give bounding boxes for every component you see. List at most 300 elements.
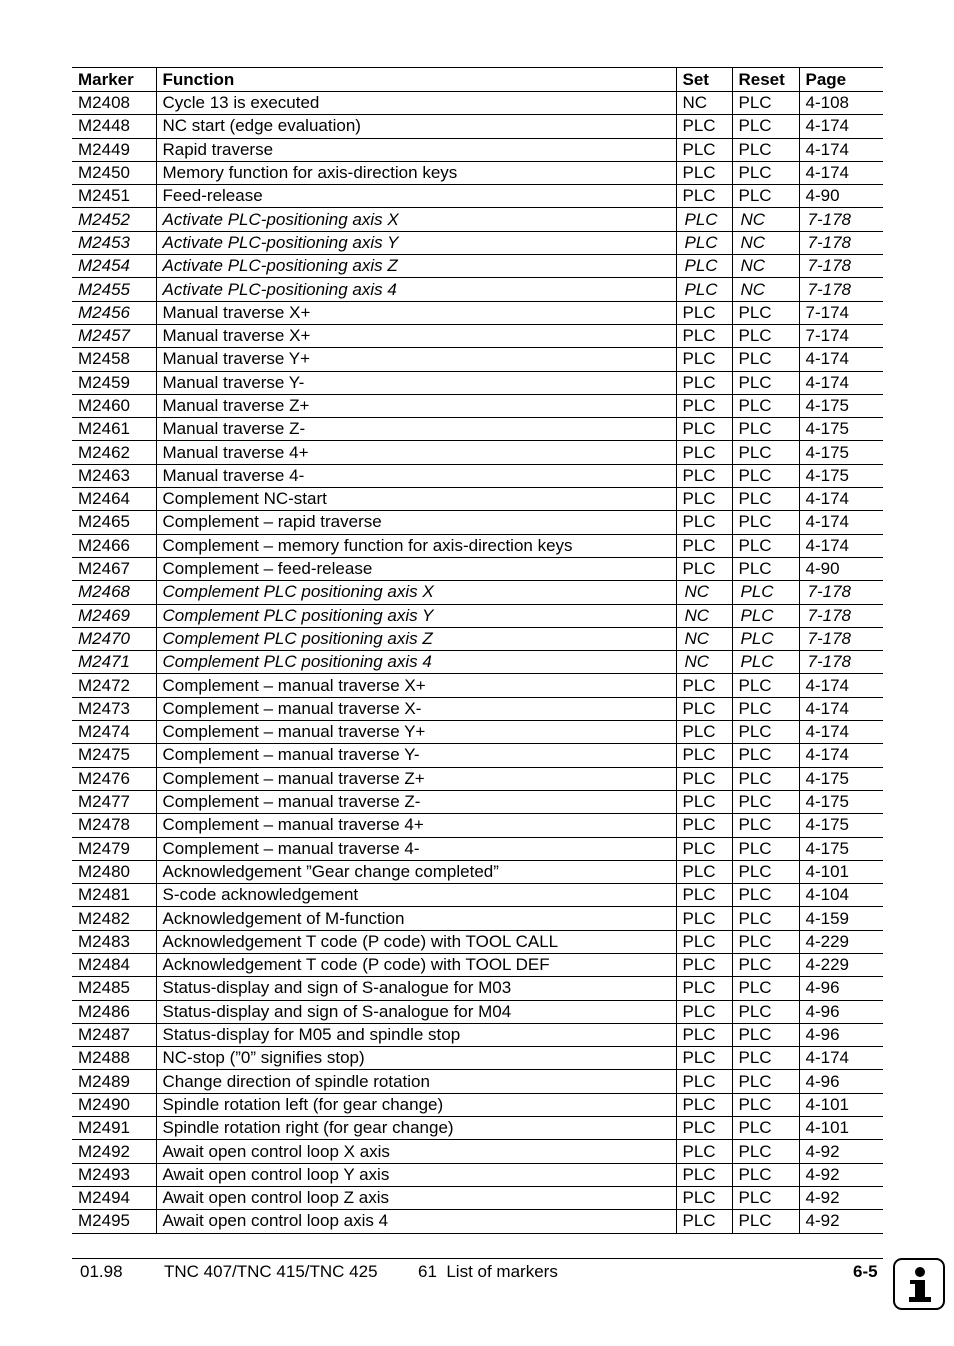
table-row [72, 674, 883, 697]
cell-function: Complement NC-start [156, 488, 676, 511]
table-row [72, 92, 883, 115]
cell-marker: M2495 [72, 1210, 156, 1233]
cell-reset: PLC [732, 604, 799, 627]
cell-marker: M2494 [72, 1186, 156, 1209]
cell-page: 7-178 [799, 604, 883, 627]
cell-reset: PLC [732, 301, 799, 324]
cell-function: Manual traverse 4+ [156, 441, 676, 464]
table-row [72, 767, 883, 790]
cell-set: PLC [676, 1023, 732, 1046]
cell-function: Complement – manual traverse Z+ [156, 767, 676, 790]
cell-marker: M2451 [72, 185, 156, 208]
cell-reset: PLC [732, 860, 799, 883]
cell-reset: PLC [732, 115, 799, 138]
cell-set: NC [676, 627, 732, 650]
table-row [72, 1093, 883, 1116]
cell-reset: PLC [732, 790, 799, 813]
cell-function: Await open control loop Z axis [156, 1186, 676, 1209]
cell-marker: M2478 [72, 814, 156, 837]
cell-set: PLC [676, 814, 732, 837]
cell-set: PLC [676, 1186, 732, 1209]
table-row [72, 930, 883, 953]
cell-marker: M2448 [72, 115, 156, 138]
cell-function: Spindle rotation right (for gear change) [156, 1117, 676, 1140]
cell-function: Await open control loop X axis [156, 1140, 676, 1163]
table-row [72, 418, 883, 441]
cell-marker: M2453 [72, 231, 156, 254]
cell-reset: NC [732, 208, 799, 231]
cell-function: Complement – manual traverse 4+ [156, 814, 676, 837]
cell-function: Manual traverse Y- [156, 371, 676, 394]
cell-function: Complement – feed-release [156, 557, 676, 580]
header-function: Function [156, 68, 676, 92]
cell-reset: PLC [732, 721, 799, 744]
table-row [72, 1210, 883, 1233]
cell-set: PLC [676, 138, 732, 161]
table-row [72, 953, 883, 976]
cell-page: 7-178 [799, 581, 883, 604]
cell-marker: M2465 [72, 511, 156, 534]
cell-reset: PLC [732, 464, 799, 487]
cell-reset: PLC [732, 697, 799, 720]
cell-reset: PLC [732, 627, 799, 650]
cell-function: Status-display for M05 and spindle stop [156, 1023, 676, 1046]
cell-page: 4-174 [799, 371, 883, 394]
cell-marker: M2459 [72, 371, 156, 394]
cell-marker: M2483 [72, 930, 156, 953]
cell-reset: PLC [732, 1140, 799, 1163]
cell-page: 4-108 [799, 92, 883, 115]
cell-marker: M2486 [72, 1000, 156, 1023]
cell-set: PLC [676, 348, 732, 371]
cell-marker: M2469 [72, 604, 156, 627]
cell-reset: PLC [732, 488, 799, 511]
cell-reset: PLC [732, 348, 799, 371]
table-row [72, 581, 883, 604]
table-row [72, 371, 883, 394]
cell-page: 4-90 [799, 557, 883, 580]
cell-marker: M2480 [72, 860, 156, 883]
cell-function: Manual traverse Y+ [156, 348, 676, 371]
cell-page: 4-92 [799, 1186, 883, 1209]
cell-page: 7-174 [799, 301, 883, 324]
cell-page: 4-101 [799, 860, 883, 883]
cell-marker: M2487 [72, 1023, 156, 1046]
table-row [72, 488, 883, 511]
cell-reset: PLC [732, 394, 799, 417]
footer-date: 01.98 [80, 1262, 123, 1281]
cell-function: Acknowledgement T code (P code) with TOOL CALL [156, 930, 676, 953]
table-row [72, 1023, 883, 1046]
cell-reset: PLC [732, 138, 799, 161]
cell-marker: M2454 [72, 255, 156, 278]
table-row [72, 324, 883, 347]
cell-set: PLC [676, 953, 732, 976]
table-row [72, 697, 883, 720]
cell-reset: PLC [732, 651, 799, 674]
cell-marker: M2458 [72, 348, 156, 371]
table-row [72, 1186, 883, 1209]
table-row [72, 1070, 883, 1093]
cell-set: PLC [676, 767, 732, 790]
cell-page: 4-96 [799, 1070, 883, 1093]
info-icon-base [909, 1297, 931, 1302]
table-row [72, 977, 883, 1000]
cell-page: 4-174 [799, 534, 883, 557]
cell-set: PLC [676, 1047, 732, 1070]
cell-reset: PLC [732, 1023, 799, 1046]
cell-page: 4-92 [799, 1140, 883, 1163]
cell-reset: PLC [732, 441, 799, 464]
cell-marker: M2408 [72, 92, 156, 115]
cell-reset: PLC [732, 1210, 799, 1233]
cell-set: PLC [676, 557, 732, 580]
cell-set: PLC [676, 930, 732, 953]
cell-marker: M2464 [72, 488, 156, 511]
cell-function: NC-stop (”0” signifies stop) [156, 1047, 676, 1070]
cell-reset: PLC [732, 1070, 799, 1093]
table-row [72, 161, 883, 184]
cell-reset: PLC [732, 837, 799, 860]
cell-page: 4-174 [799, 1047, 883, 1070]
cell-set: PLC [676, 977, 732, 1000]
cell-page: 4-174 [799, 697, 883, 720]
cell-set: PLC [676, 464, 732, 487]
cell-set: PLC [676, 674, 732, 697]
cell-page: 4-104 [799, 884, 883, 907]
cell-marker: M2473 [72, 697, 156, 720]
cell-set: PLC [676, 534, 732, 557]
cell-page: 7-178 [799, 255, 883, 278]
cell-set: NC [676, 651, 732, 674]
cell-reset: PLC [732, 930, 799, 953]
cell-set: PLC [676, 1000, 732, 1023]
table-row [72, 884, 883, 907]
cell-set: PLC [676, 697, 732, 720]
cell-function: Manual traverse Z- [156, 418, 676, 441]
cell-page: 4-92 [799, 1163, 883, 1186]
table-row [72, 185, 883, 208]
footer-page-number: 6-5 [853, 1262, 878, 1281]
cell-reset: PLC [732, 371, 799, 394]
cell-reset: PLC [732, 1047, 799, 1070]
cell-reset: PLC [732, 1000, 799, 1023]
table-row [72, 394, 883, 417]
cell-set: PLC [676, 1210, 732, 1233]
cell-set: PLC [676, 744, 732, 767]
cell-set: NC [676, 604, 732, 627]
cell-function: Feed-release [156, 185, 676, 208]
markers-table [72, 67, 883, 1234]
cell-page: 4-101 [799, 1117, 883, 1140]
cell-function: Complement PLC positioning axis Z [156, 627, 676, 650]
cell-marker: M2484 [72, 953, 156, 976]
cell-page: 4-175 [799, 464, 883, 487]
cell-set: PLC [676, 324, 732, 347]
cell-function: Complement PLC positioning axis X [156, 581, 676, 604]
cell-set: PLC [676, 1163, 732, 1186]
cell-set: PLC [676, 208, 732, 231]
cell-function: Manual traverse X+ [156, 324, 676, 347]
cell-function: S-code acknowledgement [156, 884, 676, 907]
cell-function: Acknowledgement of M-function [156, 907, 676, 930]
cell-page: 4-175 [799, 418, 883, 441]
table-row [72, 790, 883, 813]
cell-marker: M2466 [72, 534, 156, 557]
cell-marker: M2470 [72, 627, 156, 650]
table-row [72, 627, 883, 650]
cell-function: Cycle 13 is executed [156, 92, 676, 115]
cell-set: PLC [676, 255, 732, 278]
cell-marker: M2457 [72, 324, 156, 347]
cell-function: Complement – rapid traverse [156, 511, 676, 534]
table-row [72, 115, 883, 138]
cell-page: 4-175 [799, 814, 883, 837]
cell-set: PLC [676, 231, 732, 254]
cell-function: Complement – manual traverse 4- [156, 837, 676, 860]
cell-function: Complement – manual traverse Y+ [156, 721, 676, 744]
cell-reset: PLC [732, 1093, 799, 1116]
cell-function: Complement – memory function for axis-direction keys [156, 534, 676, 557]
cell-reset: PLC [732, 557, 799, 580]
cell-reset: PLC [732, 814, 799, 837]
cell-function: Manual traverse X+ [156, 301, 676, 324]
table-row [72, 1117, 883, 1140]
cell-marker: M2463 [72, 464, 156, 487]
cell-page: 4-175 [799, 394, 883, 417]
cell-marker: M2467 [72, 557, 156, 580]
cell-reset: PLC [732, 534, 799, 557]
cell-set: PLC [676, 837, 732, 860]
cell-marker: M2460 [72, 394, 156, 417]
cell-reset: PLC [732, 161, 799, 184]
cell-marker: M2468 [72, 581, 156, 604]
cell-page: 4-175 [799, 441, 883, 464]
table-row [72, 837, 883, 860]
cell-function: Acknowledgement ”Gear change completed” [156, 860, 676, 883]
cell-marker: M2485 [72, 977, 156, 1000]
cell-reset: PLC [732, 1163, 799, 1186]
table-row [72, 231, 883, 254]
cell-marker: M2455 [72, 278, 156, 301]
footer-model: TNC 407/TNC 415/TNC 425 [164, 1262, 378, 1281]
cell-marker: M2490 [72, 1093, 156, 1116]
cell-page: 4-174 [799, 115, 883, 138]
cell-set: NC [676, 581, 732, 604]
cell-function: Complement PLC positioning axis Y [156, 604, 676, 627]
table-row [72, 860, 883, 883]
cell-reset: PLC [732, 907, 799, 930]
cell-reset: PLC [732, 674, 799, 697]
table-row [72, 138, 883, 161]
cell-set: PLC [676, 418, 732, 441]
table-row [72, 814, 883, 837]
cell-page: 4-92 [799, 1210, 883, 1233]
table-row [72, 907, 883, 930]
cell-page: 4-174 [799, 138, 883, 161]
table-row [72, 1047, 883, 1070]
cell-function: Status-display and sign of S-analogue for M04 [156, 1000, 676, 1023]
table-row [72, 557, 883, 580]
cell-page: 4-174 [799, 348, 883, 371]
cell-marker: M2481 [72, 884, 156, 907]
cell-function: Manual traverse Z+ [156, 394, 676, 417]
cell-function: Status-display and sign of S-analogue for M03 [156, 977, 676, 1000]
cell-reset: PLC [732, 185, 799, 208]
info-icon-dot [915, 1267, 925, 1277]
cell-marker: M2489 [72, 1070, 156, 1093]
cell-marker: M2472 [72, 674, 156, 697]
cell-set: PLC [676, 371, 732, 394]
header-set: Set [676, 68, 732, 92]
table-row [72, 464, 883, 487]
cell-reset: PLC [732, 511, 799, 534]
table-row [72, 511, 883, 534]
cell-set: PLC [676, 185, 732, 208]
cell-set: NC [676, 92, 732, 115]
cell-set: PLC [676, 488, 732, 511]
cell-marker: M2471 [72, 651, 156, 674]
cell-marker: M2482 [72, 907, 156, 930]
cell-page: 4-174 [799, 511, 883, 534]
markers-table-container [72, 67, 883, 1234]
cell-function: Await open control loop axis 4 [156, 1210, 676, 1233]
cell-page: 4-96 [799, 977, 883, 1000]
cell-marker: M2461 [72, 418, 156, 441]
cell-marker: M2450 [72, 161, 156, 184]
cell-function: NC start (edge evaluation) [156, 115, 676, 138]
cell-marker: M2476 [72, 767, 156, 790]
header-page: Page [799, 68, 883, 92]
cell-page: 4-174 [799, 744, 883, 767]
cell-marker: M2449 [72, 138, 156, 161]
cell-reset: PLC [732, 977, 799, 1000]
cell-set: PLC [676, 301, 732, 324]
cell-page: 7-178 [799, 278, 883, 301]
table-row [72, 255, 883, 278]
footer-chapter: 61 List of markers [418, 1262, 558, 1281]
cell-reset: PLC [732, 953, 799, 976]
cell-page: 4-174 [799, 721, 883, 744]
cell-page: 7-174 [799, 324, 883, 347]
cell-set: PLC [676, 441, 732, 464]
cell-function: Manual traverse 4- [156, 464, 676, 487]
cell-reset: PLC [732, 324, 799, 347]
cell-function: Activate PLC-positioning axis Z [156, 255, 676, 278]
footer-divider [72, 1258, 883, 1259]
table-body [72, 92, 883, 1234]
cell-page: 4-229 [799, 953, 883, 976]
cell-set: PLC [676, 278, 732, 301]
table-row [72, 441, 883, 464]
table-row [72, 208, 883, 231]
table-row [72, 348, 883, 371]
cell-set: PLC [676, 1093, 732, 1116]
cell-reset: PLC [732, 884, 799, 907]
cell-function: Acknowledgement T code (P code) with TOOL DEF [156, 953, 676, 976]
cell-marker: M2493 [72, 1163, 156, 1186]
cell-reset: NC [732, 231, 799, 254]
table-row [72, 1140, 883, 1163]
cell-set: PLC [676, 884, 732, 907]
table-row [72, 721, 883, 744]
cell-set: PLC [676, 161, 732, 184]
info-icon[interactable] [893, 1258, 945, 1310]
table-row [72, 651, 883, 674]
cell-reset: PLC [732, 418, 799, 441]
cell-function: Spindle rotation left (for gear change) [156, 1093, 676, 1116]
cell-page: 7-178 [799, 208, 883, 231]
cell-reset: PLC [732, 92, 799, 115]
table-row [72, 1163, 883, 1186]
cell-page: 4-159 [799, 907, 883, 930]
cell-reset: NC [732, 278, 799, 301]
cell-function: Complement – manual traverse Z- [156, 790, 676, 813]
table-header-row [72, 68, 883, 92]
cell-set: PLC [676, 1140, 732, 1163]
cell-function: Activate PLC-positioning axis X [156, 208, 676, 231]
table-row [72, 604, 883, 627]
cell-set: PLC [676, 1117, 732, 1140]
cell-page: 4-96 [799, 1000, 883, 1023]
table-row [72, 744, 883, 767]
cell-page: 7-178 [799, 231, 883, 254]
cell-page: 7-178 [799, 627, 883, 650]
cell-function: Rapid traverse [156, 138, 676, 161]
cell-function: Complement PLC positioning axis 4 [156, 651, 676, 674]
cell-marker: M2474 [72, 721, 156, 744]
table-row [72, 534, 883, 557]
cell-set: PLC [676, 115, 732, 138]
cell-reset: PLC [732, 767, 799, 790]
cell-marker: M2452 [72, 208, 156, 231]
cell-page: 4-175 [799, 837, 883, 860]
table-row [72, 278, 883, 301]
cell-marker: M2492 [72, 1140, 156, 1163]
cell-page: 4-229 [799, 930, 883, 953]
cell-function: Memory function for axis-direction keys [156, 161, 676, 184]
cell-marker: M2477 [72, 790, 156, 813]
cell-page: 7-178 [799, 651, 883, 674]
cell-marker: M2462 [72, 441, 156, 464]
cell-page: 4-174 [799, 488, 883, 511]
cell-reset: PLC [732, 1117, 799, 1140]
cell-function: Complement – manual traverse X+ [156, 674, 676, 697]
cell-reset: PLC [732, 581, 799, 604]
info-icon-stem [915, 1280, 925, 1298]
cell-marker: M2479 [72, 837, 156, 860]
cell-set: PLC [676, 1070, 732, 1093]
table-row [72, 301, 883, 324]
cell-function: Complement – manual traverse Y- [156, 744, 676, 767]
cell-page: 4-175 [799, 790, 883, 813]
cell-function: Activate PLC-positioning axis 4 [156, 278, 676, 301]
cell-function: Change direction of spindle rotation [156, 1070, 676, 1093]
cell-page: 4-175 [799, 767, 883, 790]
cell-function: Complement – manual traverse X- [156, 697, 676, 720]
cell-reset: PLC [732, 1186, 799, 1209]
cell-page: 4-90 [799, 185, 883, 208]
cell-page: 4-96 [799, 1023, 883, 1046]
cell-page: 4-101 [799, 1093, 883, 1116]
cell-marker: M2475 [72, 744, 156, 767]
cell-page: 4-174 [799, 161, 883, 184]
cell-marker: M2491 [72, 1117, 156, 1140]
header-marker: Marker [72, 68, 156, 92]
cell-set: PLC [676, 721, 732, 744]
cell-page: 4-174 [799, 674, 883, 697]
cell-set: PLC [676, 907, 732, 930]
